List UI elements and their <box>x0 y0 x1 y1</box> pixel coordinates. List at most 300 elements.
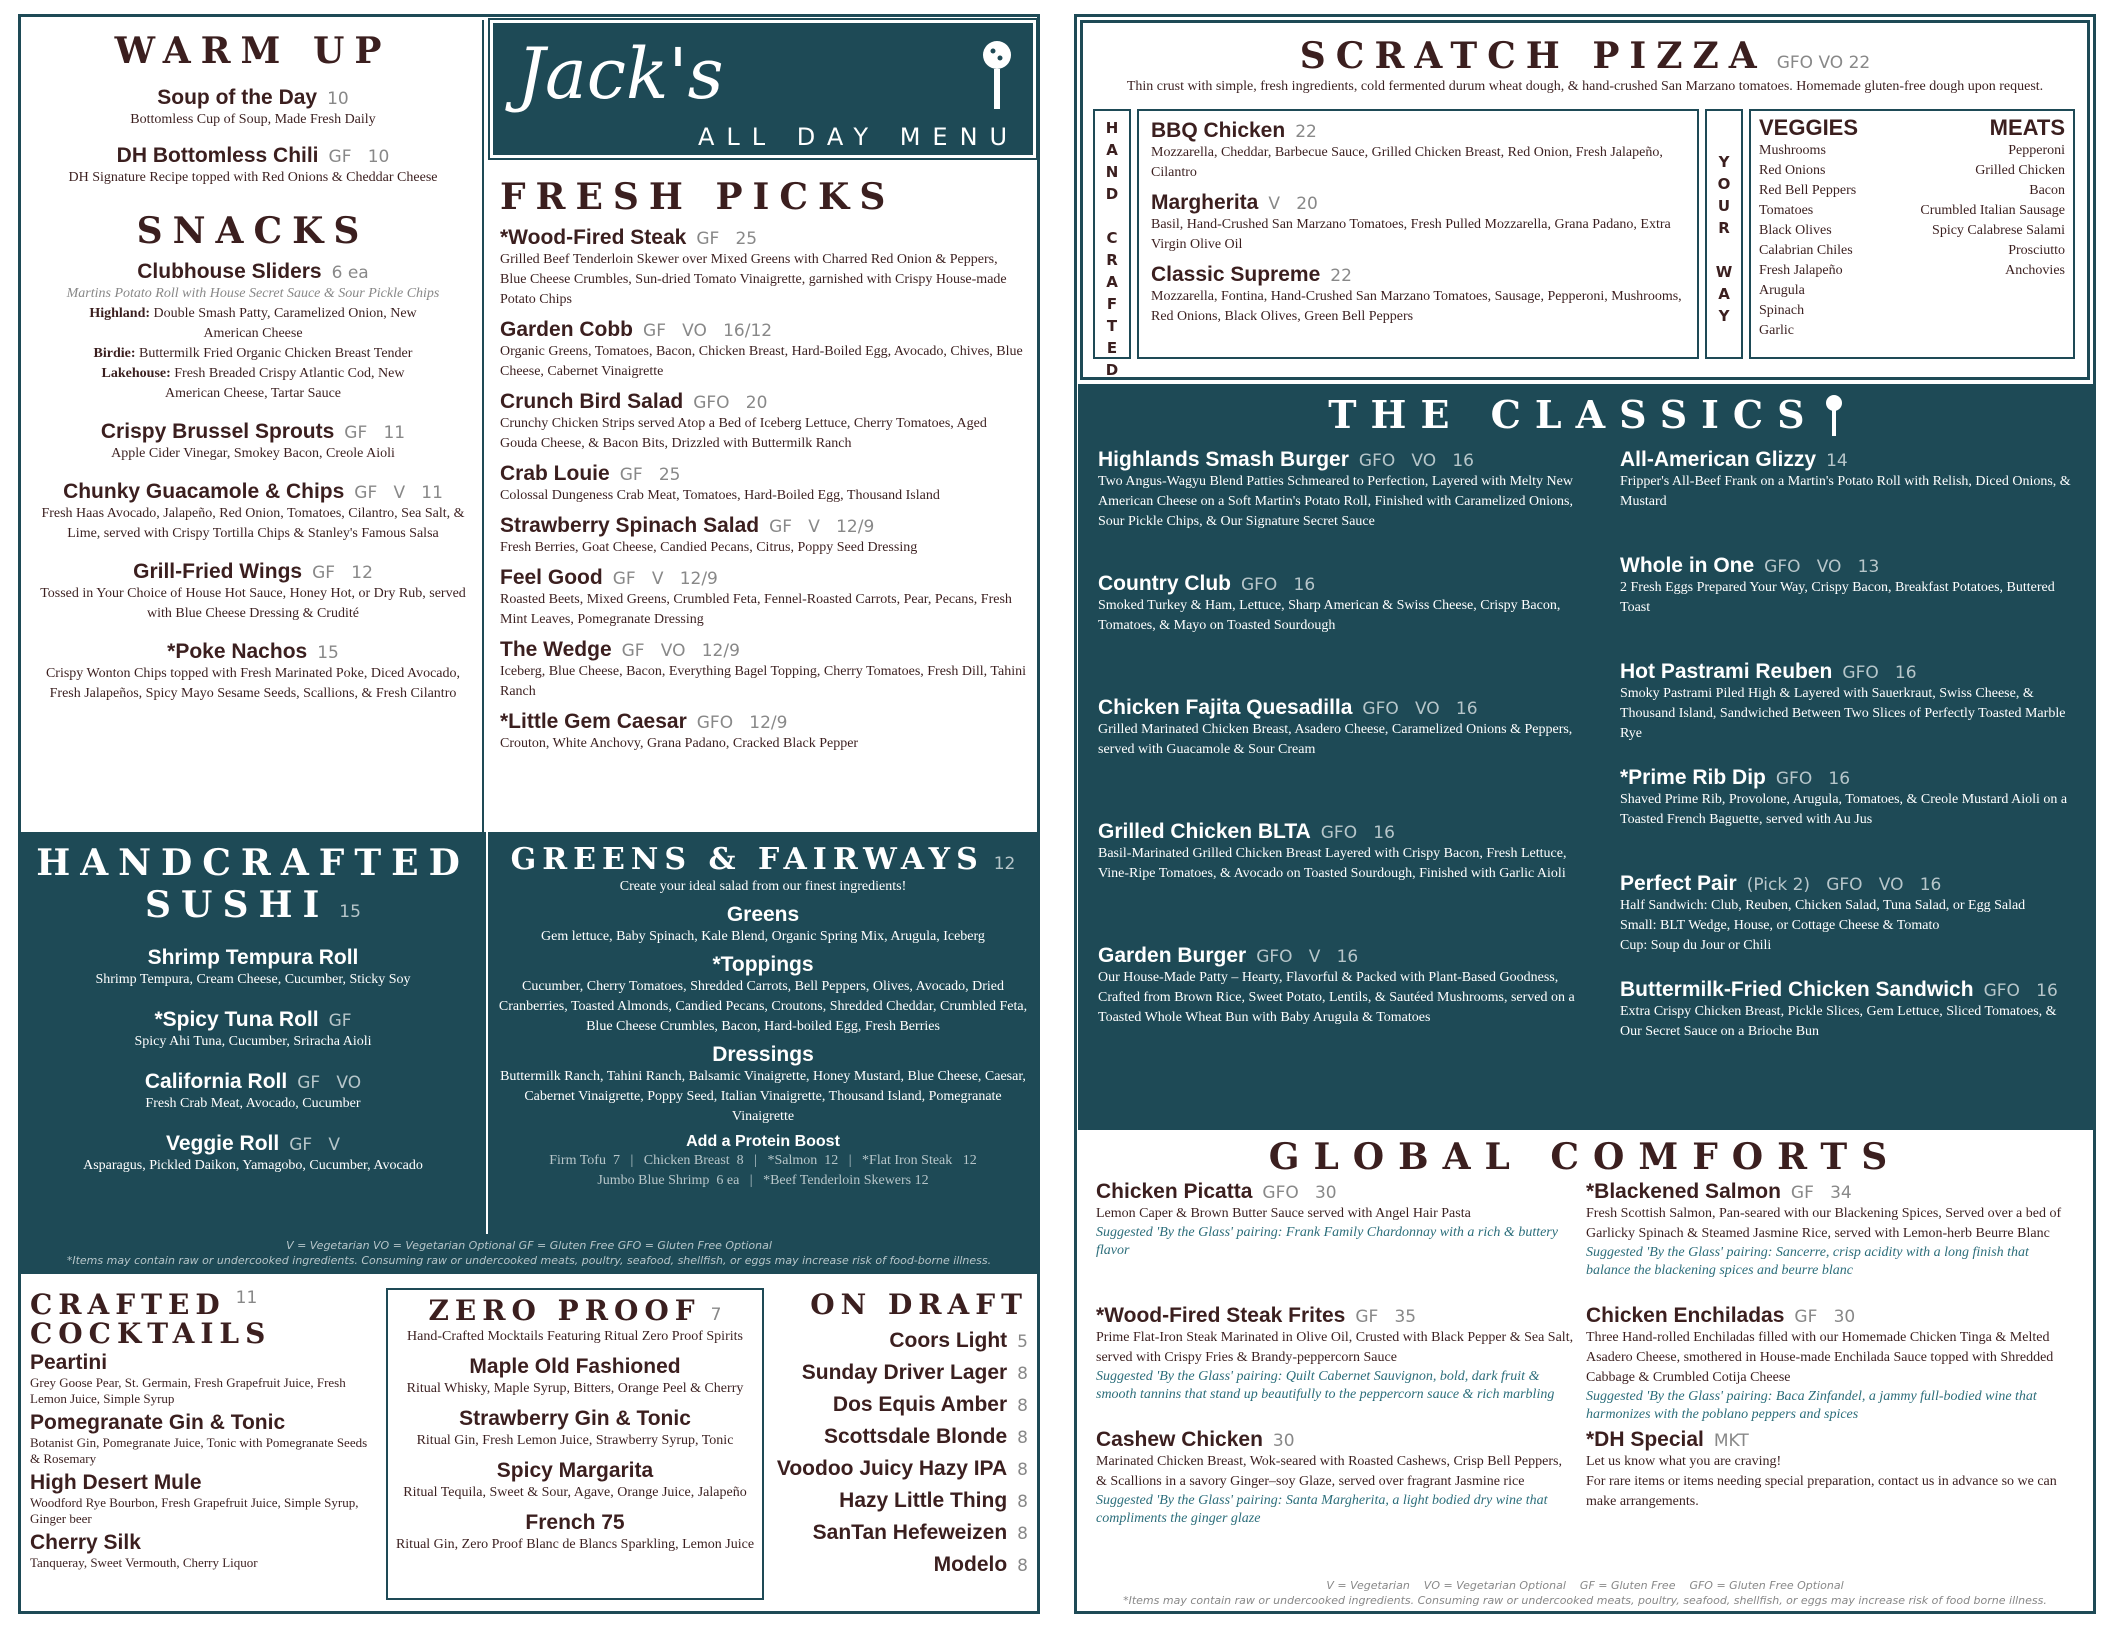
item-header <box>20 1132 486 1156</box>
item-name: Clubhouse Sliders <box>137 260 322 283</box>
item-name: Crunch Bird Salad <box>500 390 684 413</box>
item-desc: Crunchy Chicken Strips served Atop a Bed of Iceberg Lettuce, Cherry Tomatoes, Aged Gouda Cheese, & Bacon Bits, Drizzled with Buttermilk Ranch <box>500 416 987 451</box>
item-name: The Wedge <box>500 638 612 661</box>
beer-price: 8 <box>1017 1396 1028 1416</box>
global-left-list <box>1096 1180 1576 1552</box>
toppings-box <box>1749 109 2075 359</box>
snacks-list <box>24 420 482 704</box>
item-desc: DH Signature Recipe topped with Red Onions & Cheddar Cheese <box>68 170 438 185</box>
draft-row <box>774 1553 1028 1577</box>
zero-intro: Hand-Crafted Mocktails Featuring Ritual Zero Proof Spirits <box>407 1329 743 1344</box>
item-header <box>388 1511 762 1535</box>
item-name: All-American Glizzy <box>1620 448 1817 471</box>
item-header <box>24 86 482 110</box>
veggies-list <box>1759 141 1856 341</box>
menu-item <box>1098 696 1588 820</box>
classics-panel <box>1078 384 2094 1130</box>
item-header <box>1096 1180 1576 1204</box>
beer-name: Hazy Little Thing <box>839 1489 1008 1512</box>
item-tags: 6 ea <box>331 263 369 283</box>
menu-item <box>1098 944 1588 1068</box>
item-desc: Fresh Berries, Goat Cheese, Candied Pecans, Citrus, Poppy Seed Dressing <box>500 540 918 555</box>
item-name: Crispy Brussel Sprouts <box>100 420 335 443</box>
meat-item: Bacon <box>2029 183 2065 198</box>
item-name: Hot Pastrami Reuben <box>1620 660 1833 683</box>
option-key: Birdie: <box>93 346 136 361</box>
protein-line-2: Jumbo Blue Shrimp 6 ea | *Beef Tenderloin Skewers 12 <box>597 1173 929 1188</box>
item-tags: GFO VO 13 <box>1764 557 1880 577</box>
option-value: Double Smash Patty, Caramelized Onion, New American Cheese <box>153 306 417 341</box>
pizza-title: SCRATCH PIZZA <box>1299 35 1767 77</box>
option-value: Fresh Breaded Crispy Atlantic Cod, New American Cheese, Tartar Sauce <box>164 366 405 401</box>
item-tags: GF VO <box>297 1073 362 1093</box>
vertical-letter: R <box>1106 251 1118 269</box>
classics-title-row <box>1078 392 2094 438</box>
item-tags: GF 30 <box>1794 1307 1856 1327</box>
vertical-letter: A <box>1106 273 1118 291</box>
option-key: Lakehouse: <box>101 366 171 381</box>
item-header <box>24 640 482 664</box>
item-name: *Wood-Fired Steak <box>500 226 687 249</box>
zero-price: 7 <box>710 1305 722 1325</box>
item-pairing: Suggested 'By the Glass' pairing: Santa Margherita, a light bodied dry wine that compliments the ginger glaze <box>1096 1493 1548 1526</box>
menu-item <box>30 1411 370 1467</box>
item-desc: Apple Cider Vinegar, Smokey Bacon, Creole Aioli <box>111 446 395 461</box>
item-header <box>20 1008 486 1032</box>
menu-item <box>20 1008 486 1052</box>
item-desc: Smoked Turkey & Ham, Lettuce, Sharp American & Swiss Cheese, Crispy Bacon, Tomatoes, & Mayo on Toasted Sourdough <box>1098 598 1561 633</box>
vertical-letter: U <box>1717 197 1731 215</box>
item-header <box>500 462 1026 486</box>
item-header <box>500 710 1026 734</box>
sushi-panel <box>20 832 486 1234</box>
item-name: *Little Gem Caesar <box>500 710 687 733</box>
sushi-title-2: SUSHI <box>145 884 330 926</box>
legend-right <box>1080 1578 2090 1608</box>
menu-item <box>388 1407 762 1451</box>
veggie-item: Red Bell Peppers <box>1759 183 1857 198</box>
menu-item <box>24 640 482 704</box>
pizza-tags: GFO VO 22 <box>1776 53 1871 73</box>
item-header <box>20 946 486 970</box>
vertical-letter: O <box>1717 175 1731 193</box>
beer-name: SanTan Hefeweizen <box>812 1521 1008 1544</box>
item-tags: GFO 16 <box>1775 769 1851 789</box>
toppings-headings <box>1759 115 2065 141</box>
legend-left-line-2: *Items may contain raw or undercooked ingredients. Consuming raw or undercooked meats, poultry, seafood, shellfish, or eggs may increase risk of food-borne illness. <box>66 1254 992 1267</box>
vertical-letter: D <box>1105 185 1119 203</box>
beer-price: 5 <box>1017 1332 1028 1352</box>
legend-right-line-2: *Items may contain raw or undercooked ingredients. Consuming raw or undercooked meats, poultry, seafood, shellfish, or eggs may increase risk of food borne illness. <box>1123 1594 2047 1607</box>
item-name: Margherita <box>1151 191 1259 214</box>
item-header <box>500 390 1026 414</box>
item-desc: Asparagus, Pickled Daikon, Yamagobo, Cucumber, Avocado <box>83 1158 423 1173</box>
item-desc: Mozzarella, Cheddar, Barbecue Sauce, Grilled Chicken Breast, Red Onion, Fresh Jalapeño, Cilantro <box>1151 145 1663 180</box>
meat-item: Spicy Calabrese Salami <box>1932 223 2065 238</box>
item-tags: GF VO 16/12 <box>643 321 773 341</box>
item-name: *Prime Rib Dip <box>1620 766 1766 789</box>
legend-left-line-1: V = Vegetarian VO = Vegetarian Optional GF = Gluten Free GFO = Gluten Free Optional <box>286 1239 772 1252</box>
vertical-label <box>1095 117 1129 381</box>
menu-item <box>1096 1428 1576 1552</box>
snacks-title: SNACKS <box>136 210 370 252</box>
menu-item <box>1620 978 2080 1084</box>
menu-item <box>24 560 482 624</box>
menu-item <box>1586 1180 2076 1304</box>
group-text: Buttermilk Ranch, Tahini Ranch, Balsamic Vinaigrette, Honey Mustard, Blue Cheese, Caesar, Cabernet Vinaigrette, Poppy Seed, Italian Vinaigrette, Thousand Island, Pomegranate Vinaigrette <box>500 1069 1026 1124</box>
item-tags: (Pick 2) GFO VO 16 <box>1746 875 1942 895</box>
item-tags: GF 25 <box>619 465 681 485</box>
greens-price: 12 <box>993 854 1016 874</box>
draft-row <box>774 1361 1028 1385</box>
menu-item <box>500 226 1026 310</box>
item-tags: GFO VO 16 <box>1362 699 1478 719</box>
menu-item <box>500 638 1026 702</box>
item-desc: Let us know what you are craving! For rare items or items needing special preparation, contact us in advance so we can make arrangements. <box>1586 1454 2057 1509</box>
veggie-item: Red Onions <box>1759 163 1826 178</box>
item-tags: GFO VO 16 <box>1358 451 1474 471</box>
item-tags: GFO 20 <box>693 393 768 413</box>
logo-subtitle: ALL DAY MENU <box>698 123 1020 151</box>
item-name: Soup of the Day <box>157 86 318 109</box>
beer-name: Modelo <box>933 1553 1008 1576</box>
item-desc: Extra Crispy Chicken Breast, Pickle Slices, Gem Lettuce, Sliced Tomatoes, & Our Secret Sauce on a Brioche Bun <box>1620 1004 2057 1039</box>
item-header <box>1098 944 1588 968</box>
item-header <box>500 318 1026 342</box>
item-desc: Ritual Gin, Zero Proof Blanc de Blancs Sparkling, Lemon Juice <box>395 1537 755 1552</box>
item-header <box>1151 119 1685 143</box>
meat-item: Grilled Chicken <box>1975 163 2065 178</box>
item-name: *Poke Nachos <box>167 640 308 663</box>
item-tags: V 20 <box>1268 194 1318 214</box>
pizza-title-row <box>1083 35 2087 77</box>
option-key: Highland: <box>89 306 151 321</box>
draft-row <box>774 1489 1028 1513</box>
item-desc: Fripper's All-Beef Frank on a Martin's Potato Roll with Relish, Diced Onions, & Mustard <box>1620 474 2071 509</box>
item-name: *Blackened Salmon <box>1586 1180 1781 1203</box>
draft-row <box>774 1393 1028 1417</box>
item-header <box>1586 1304 2076 1328</box>
item-name: Garden Burger <box>1098 944 1247 967</box>
item-desc: Basil-Marinated Grilled Chicken Breast Layered with Crispy Bacon, Fresh Lettuce, Vine-Ripe Tomatoes, & Avocado on Toasted Sourdough, Finished with Garlic Aioli <box>1098 846 1567 881</box>
menu-item <box>20 946 486 990</box>
item-header <box>388 1407 762 1431</box>
vertical-letter: W <box>1715 263 1733 281</box>
greens-title-row <box>496 842 1030 877</box>
golf-club-icon <box>1824 392 1844 438</box>
item-tags: 30 <box>1272 1431 1295 1451</box>
item-name: *Spicy Tuna Roll <box>154 1008 319 1031</box>
item-header <box>24 420 482 444</box>
item-tags: GF V <box>289 1135 340 1155</box>
item-header <box>1620 766 2080 790</box>
item-name: Crab Louie <box>500 462 610 485</box>
item-name: Strawberry Spinach Salad <box>500 514 760 537</box>
toppings-columns <box>1759 141 2065 341</box>
item-name: Chicken Picatta <box>1096 1180 1253 1203</box>
item-name: Grill-Fried Wings <box>133 560 303 583</box>
item-desc: Organic Greens, Tomatoes, Bacon, Chicken Breast, Hard-Boiled Egg, Avocado, Chives, Blue Cheese, Cabernet Vinaigrette <box>500 344 1023 379</box>
greens-group <box>496 903 1030 947</box>
item-name: DH Bottomless Chili <box>116 144 319 167</box>
item-header <box>1620 448 2080 472</box>
draft-panel <box>774 1288 1028 1600</box>
zero-proof-list <box>388 1355 762 1555</box>
item-desc: Iceberg, Blue Cheese, Bacon, Everything Bagel Topping, Cherry Tomatoes, Fresh Dill, Tahini Ranch <box>500 664 1026 699</box>
veggie-item: Garlic <box>1759 323 1794 338</box>
item-header <box>1620 660 2080 684</box>
beer-price: 8 <box>1017 1364 1028 1384</box>
item-tags: GF V 12/9 <box>769 517 875 537</box>
item-name: Peartini <box>30 1351 108 1374</box>
beer-name: Dos Equis Amber <box>832 1393 1008 1416</box>
item-note: Martins Potato Roll with House Secret Sauce & Sour Pickle Chips <box>66 286 440 301</box>
menu-item <box>1586 1304 2076 1428</box>
menu-item <box>1620 872 2080 978</box>
vertical-letter: Y <box>1718 153 1730 171</box>
menu-item <box>24 420 482 464</box>
draft-row <box>774 1457 1028 1481</box>
menu-item <box>1098 572 1588 696</box>
item-tags: GF 34 <box>1790 1183 1852 1203</box>
item-desc: Tossed in Your Choice of House Hot Sauce, Honey Hot, or Dry Rub, served with Blue Cheese Dressing & Crudité <box>40 586 466 621</box>
item-desc: Fresh Scottish Salmon, Pan-seared with our Blackening Spices, Served over a bed of Garlicky Spinach & Steamed Jasmine Rice, served with Lemon-herb Beurre Blanc <box>1586 1206 2062 1241</box>
item-header <box>500 566 1026 590</box>
vertical-letter: A <box>1718 285 1730 303</box>
veggie-item: Fresh Jalapeño <box>1759 263 1843 278</box>
item-header <box>1151 263 1685 287</box>
beer-price: 8 <box>1017 1524 1028 1544</box>
menu-item <box>20 1132 486 1176</box>
item-name: Cherry Silk <box>30 1531 141 1554</box>
item-name: Country Club <box>1098 572 1231 595</box>
greens-intro: Create your ideal salad from our finest ingredients! <box>619 879 907 894</box>
item-tags: 22 <box>1330 266 1352 286</box>
item-desc: Fresh Haas Avocado, Jalapeño, Red Onion, Tomatoes, Cilantro, Sea Salt, & Lime, served with Crispy Tortilla Chips & Stanley's Famous Salsa <box>41 506 465 541</box>
item-tags: GF 10 <box>328 147 390 167</box>
item-tags: GF <box>328 1011 352 1031</box>
vertical-letter <box>1707 239 1741 261</box>
beer-price: 8 <box>1017 1492 1028 1512</box>
item-name: Chunky Guacamole & Chips <box>63 480 345 503</box>
menu-item <box>1096 1304 1576 1428</box>
item-name: Highlands Smash Burger <box>1098 448 1349 471</box>
item-desc: Fresh Crab Meat, Avocado, Cucumber <box>145 1096 361 1111</box>
item-header <box>24 560 482 584</box>
beer-name: Scottsdale Blonde <box>823 1425 1008 1448</box>
menu-item <box>30 1351 370 1407</box>
item-tags: GF V 11 <box>354 483 443 503</box>
item-name: Chicken Enchiladas <box>1586 1304 1785 1327</box>
veggie-item: Arugula <box>1759 283 1805 298</box>
menu-item <box>30 1531 370 1571</box>
item-tags: GFO 16 <box>1983 981 2058 1001</box>
logo-script: Jack's <box>517 33 724 115</box>
classics-title: THE CLASSICS <box>1328 392 1819 437</box>
menu-item <box>500 710 1026 754</box>
vertical-letter: Y <box>1718 307 1730 325</box>
menu-item <box>500 462 1026 506</box>
item-desc: Smoky Pastrami Piled High & Layered with Sauerkraut, Swiss Cheese, & Thousand Island, Sandwiched Between Two Slices of Perfectly Toasted Marble Rye <box>1620 686 2066 741</box>
menu-item <box>388 1459 762 1503</box>
group-heading: Dressings <box>712 1043 814 1066</box>
protein-heading: Add a Protein Boost <box>686 1133 840 1150</box>
zero-title-row <box>388 1294 762 1327</box>
item-tags: GFO 16 <box>1320 823 1395 843</box>
vertical-letter: E <box>1106 339 1118 357</box>
meat-item: Prosciutto <box>2008 243 2065 258</box>
group-heading: Greens <box>726 903 800 926</box>
item-header <box>1098 448 1588 472</box>
meats-list <box>1920 141 2065 341</box>
item-desc: Mozzarella, Fontina, Hand-Crushed San Marzano Tomatoes, Sausage, Pepperoni, Mushrooms, Red Onions, Black Olives, Green Bell Peppers <box>1151 289 1682 324</box>
vertical-letter: T <box>1106 317 1118 335</box>
item-header <box>20 1070 486 1094</box>
menu-item <box>1620 554 2080 660</box>
item-name: Perfect Pair <box>1620 872 1737 895</box>
meat-item: Crumbled Italian Sausage <box>1920 203 2065 218</box>
group-heading: *Toppings <box>712 953 814 976</box>
legend-left <box>20 1234 1038 1274</box>
meat-item: Pepperoni <box>2008 143 2065 158</box>
pizza-list <box>1137 109 1699 359</box>
item-header <box>1098 696 1588 720</box>
option-value: Buttermilk Fried Organic Chicken Breast Tender <box>139 346 413 361</box>
item-tags: GF 12 <box>312 563 373 583</box>
item-name: Pomegranate Gin & Tonic <box>30 1411 286 1434</box>
global-title: GLOBAL COMFORTS <box>1268 1136 1902 1178</box>
item-tags: GF 25 <box>696 229 758 249</box>
veggie-item: Black Olives <box>1759 223 1832 238</box>
item-tags: GFO 12/9 <box>696 713 788 733</box>
item-desc: Grilled Marinated Chicken Breast, Asadero Cheese, Caramelized Onions & Peppers, served with Guacamole & Sour Cream <box>1098 722 1573 757</box>
item-tags: GFO V 16 <box>1256 947 1359 967</box>
item-desc: Spicy Ahi Tuna, Cucumber, Sriracha Aioli <box>134 1034 372 1049</box>
veggies-heading: VEGGIES <box>1759 115 1859 140</box>
menu-item <box>1620 448 2080 554</box>
draft-row <box>774 1329 1028 1353</box>
item-pairing: Suggested 'By the Glass' pairing: Baca Zinfandel, a jammy full-bodied wine that harmonizes with the poblano peppers and spices <box>1586 1389 2037 1422</box>
item-header <box>1620 554 2080 578</box>
cocktails-panel <box>30 1288 370 1604</box>
group-text: Cucumber, Cherry Tomatoes, Shredded Carrots, Bell Peppers, Olives, Avocado, Dried Cranberries, Toasted Almonds, Candied Pecans, Croutons, Shredded Cheddar, Crumbled Feta, Blue Cheese Crumbles, Bacon, Hard-boiled Egg, Fresh Berries <box>498 979 1028 1034</box>
slider-option <box>74 304 432 344</box>
menu-item <box>1098 448 1588 572</box>
item-name: Spicy Margarita <box>496 1459 654 1482</box>
item-name: Veggie Roll <box>166 1132 280 1155</box>
item-name: Whole in One <box>1620 554 1755 577</box>
sushi-title-row <box>20 884 486 926</box>
item-header <box>1586 1180 2076 1204</box>
meats-heading: MEATS <box>1989 115 2065 140</box>
item-pairing: Suggested 'By the Glass' pairing: Frank Family Chardonnay with a rich & buttery flavor <box>1096 1225 1558 1258</box>
beer-name: Voodoo Juicy Hazy IPA <box>776 1457 1008 1480</box>
fresh-picks-title: FRESH PICKS <box>500 176 896 218</box>
item-name: BBQ Chicken <box>1151 119 1286 142</box>
classics-right-list <box>1620 448 2080 1084</box>
menu-item <box>24 86 482 130</box>
classics-left-list <box>1098 448 1588 1068</box>
item-tags: GFO 16 <box>1842 663 1917 683</box>
item-header <box>500 226 1026 250</box>
greens-title: GREENS & FAIRWAYS <box>510 842 984 877</box>
beer-name: Sunday Driver Lager <box>801 1361 1008 1384</box>
menu-item <box>500 318 1026 382</box>
menu-item <box>1098 820 1588 944</box>
vertical-letter: F <box>1106 295 1118 313</box>
item-header <box>24 144 482 168</box>
item-name: Classic Supreme <box>1151 263 1321 286</box>
menu-item <box>500 390 1026 454</box>
item-name: Garden Cobb <box>500 318 634 341</box>
global-panel <box>1080 1134 2090 1608</box>
vertical-letter: H <box>1105 119 1119 137</box>
item-desc: Grey Goose Pear, St. Germain, Fresh Grapefruit Juice, Fresh Lemon Juice, Simple Syrup <box>30 1375 346 1406</box>
item-header <box>30 1471 370 1495</box>
item-tags: 15 <box>317 643 339 663</box>
item-header <box>1151 191 1685 215</box>
greens-panel <box>488 832 1038 1234</box>
greens-group <box>496 953 1030 1037</box>
fresh-picks-list <box>500 226 1026 754</box>
clubhouse-sliders <box>24 260 482 404</box>
legend-right-line-1: V = Vegetarian VO = Vegetarian Optional GF = Gluten Free GFO = Gluten Free Optional <box>1326 1579 1844 1592</box>
item-desc: Ritual Tequila, Sweet & Sour, Agave, Orange Juice, Jalapeño <box>403 1485 747 1500</box>
vertical-letter <box>1095 205 1129 227</box>
item-desc: Woodford Rye Bourbon, Fresh Grapefruit Juice, Simple Syrup, Ginger beer <box>30 1495 359 1526</box>
item-desc: Bottomless Cup of Soup, Made Fresh Daily <box>130 112 376 127</box>
item-desc: Ritual Whisky, Maple Syrup, Bitters, Orange Peel & Cherry <box>406 1381 744 1396</box>
item-header <box>1620 872 2080 896</box>
beer-price: 8 <box>1017 1460 1028 1480</box>
menu-item <box>1151 119 1685 183</box>
item-name: Buttermilk-Fried Chicken Sandwich <box>1620 978 1974 1001</box>
item-name: Cashew Chicken <box>1096 1428 1263 1451</box>
item-header <box>30 1531 370 1555</box>
item-header <box>388 1355 762 1379</box>
menu-item <box>24 144 482 188</box>
sushi-title-1: HANDCRAFTED <box>36 842 470 884</box>
slider-options <box>24 304 482 404</box>
cocktails-title-1: CRAFTED <box>30 1288 226 1321</box>
item-name: *DH Special <box>1586 1428 1704 1451</box>
vertical-letter: A <box>1106 141 1118 159</box>
item-header <box>500 638 1026 662</box>
item-header <box>1620 978 2080 1002</box>
item-name: California Roll <box>144 1070 288 1093</box>
item-tags: GFO 30 <box>1262 1183 1337 1203</box>
menu-item <box>500 514 1026 558</box>
veggie-item: Spinach <box>1759 303 1805 318</box>
item-name: French 75 <box>525 1511 625 1534</box>
your-way-vertical <box>1705 109 1743 359</box>
item-desc: Three Hand-rolled Enchiladas filled with our Homemade Chicken Tinga & Melted Asadero Cheese, smothered in House-made Enchilada Sauce topped with Shredded Cabbage & Crumbled Cotija Cheese <box>1586 1330 2054 1385</box>
item-header <box>30 1351 370 1375</box>
cocktails-title-2: COCKTAILS <box>30 1317 272 1350</box>
item-desc: Roasted Beets, Mixed Greens, Crumbled Feta, Fennel-Roasted Carrots, Pear, Pecans, Fresh Mint Leaves, Pomegranate Dressing <box>500 592 1012 627</box>
menu-item <box>1620 660 2080 766</box>
item-name: Grilled Chicken BLTA <box>1098 820 1311 843</box>
draft-title: ON DRAFT <box>810 1288 1028 1321</box>
vertical-letter: C <box>1106 229 1118 247</box>
beer-price: 8 <box>1017 1428 1028 1448</box>
item-name: Feel Good <box>500 566 603 589</box>
greens-groups <box>496 903 1030 1127</box>
vertical-letter: D <box>1105 361 1119 379</box>
item-header <box>1586 1428 2076 1452</box>
cocktails-price: 11 <box>235 1288 258 1308</box>
item-desc: Colossal Dungeness Crab Meat, Tomatoes, Hard-Boiled Egg, Thousand Island <box>500 488 940 503</box>
